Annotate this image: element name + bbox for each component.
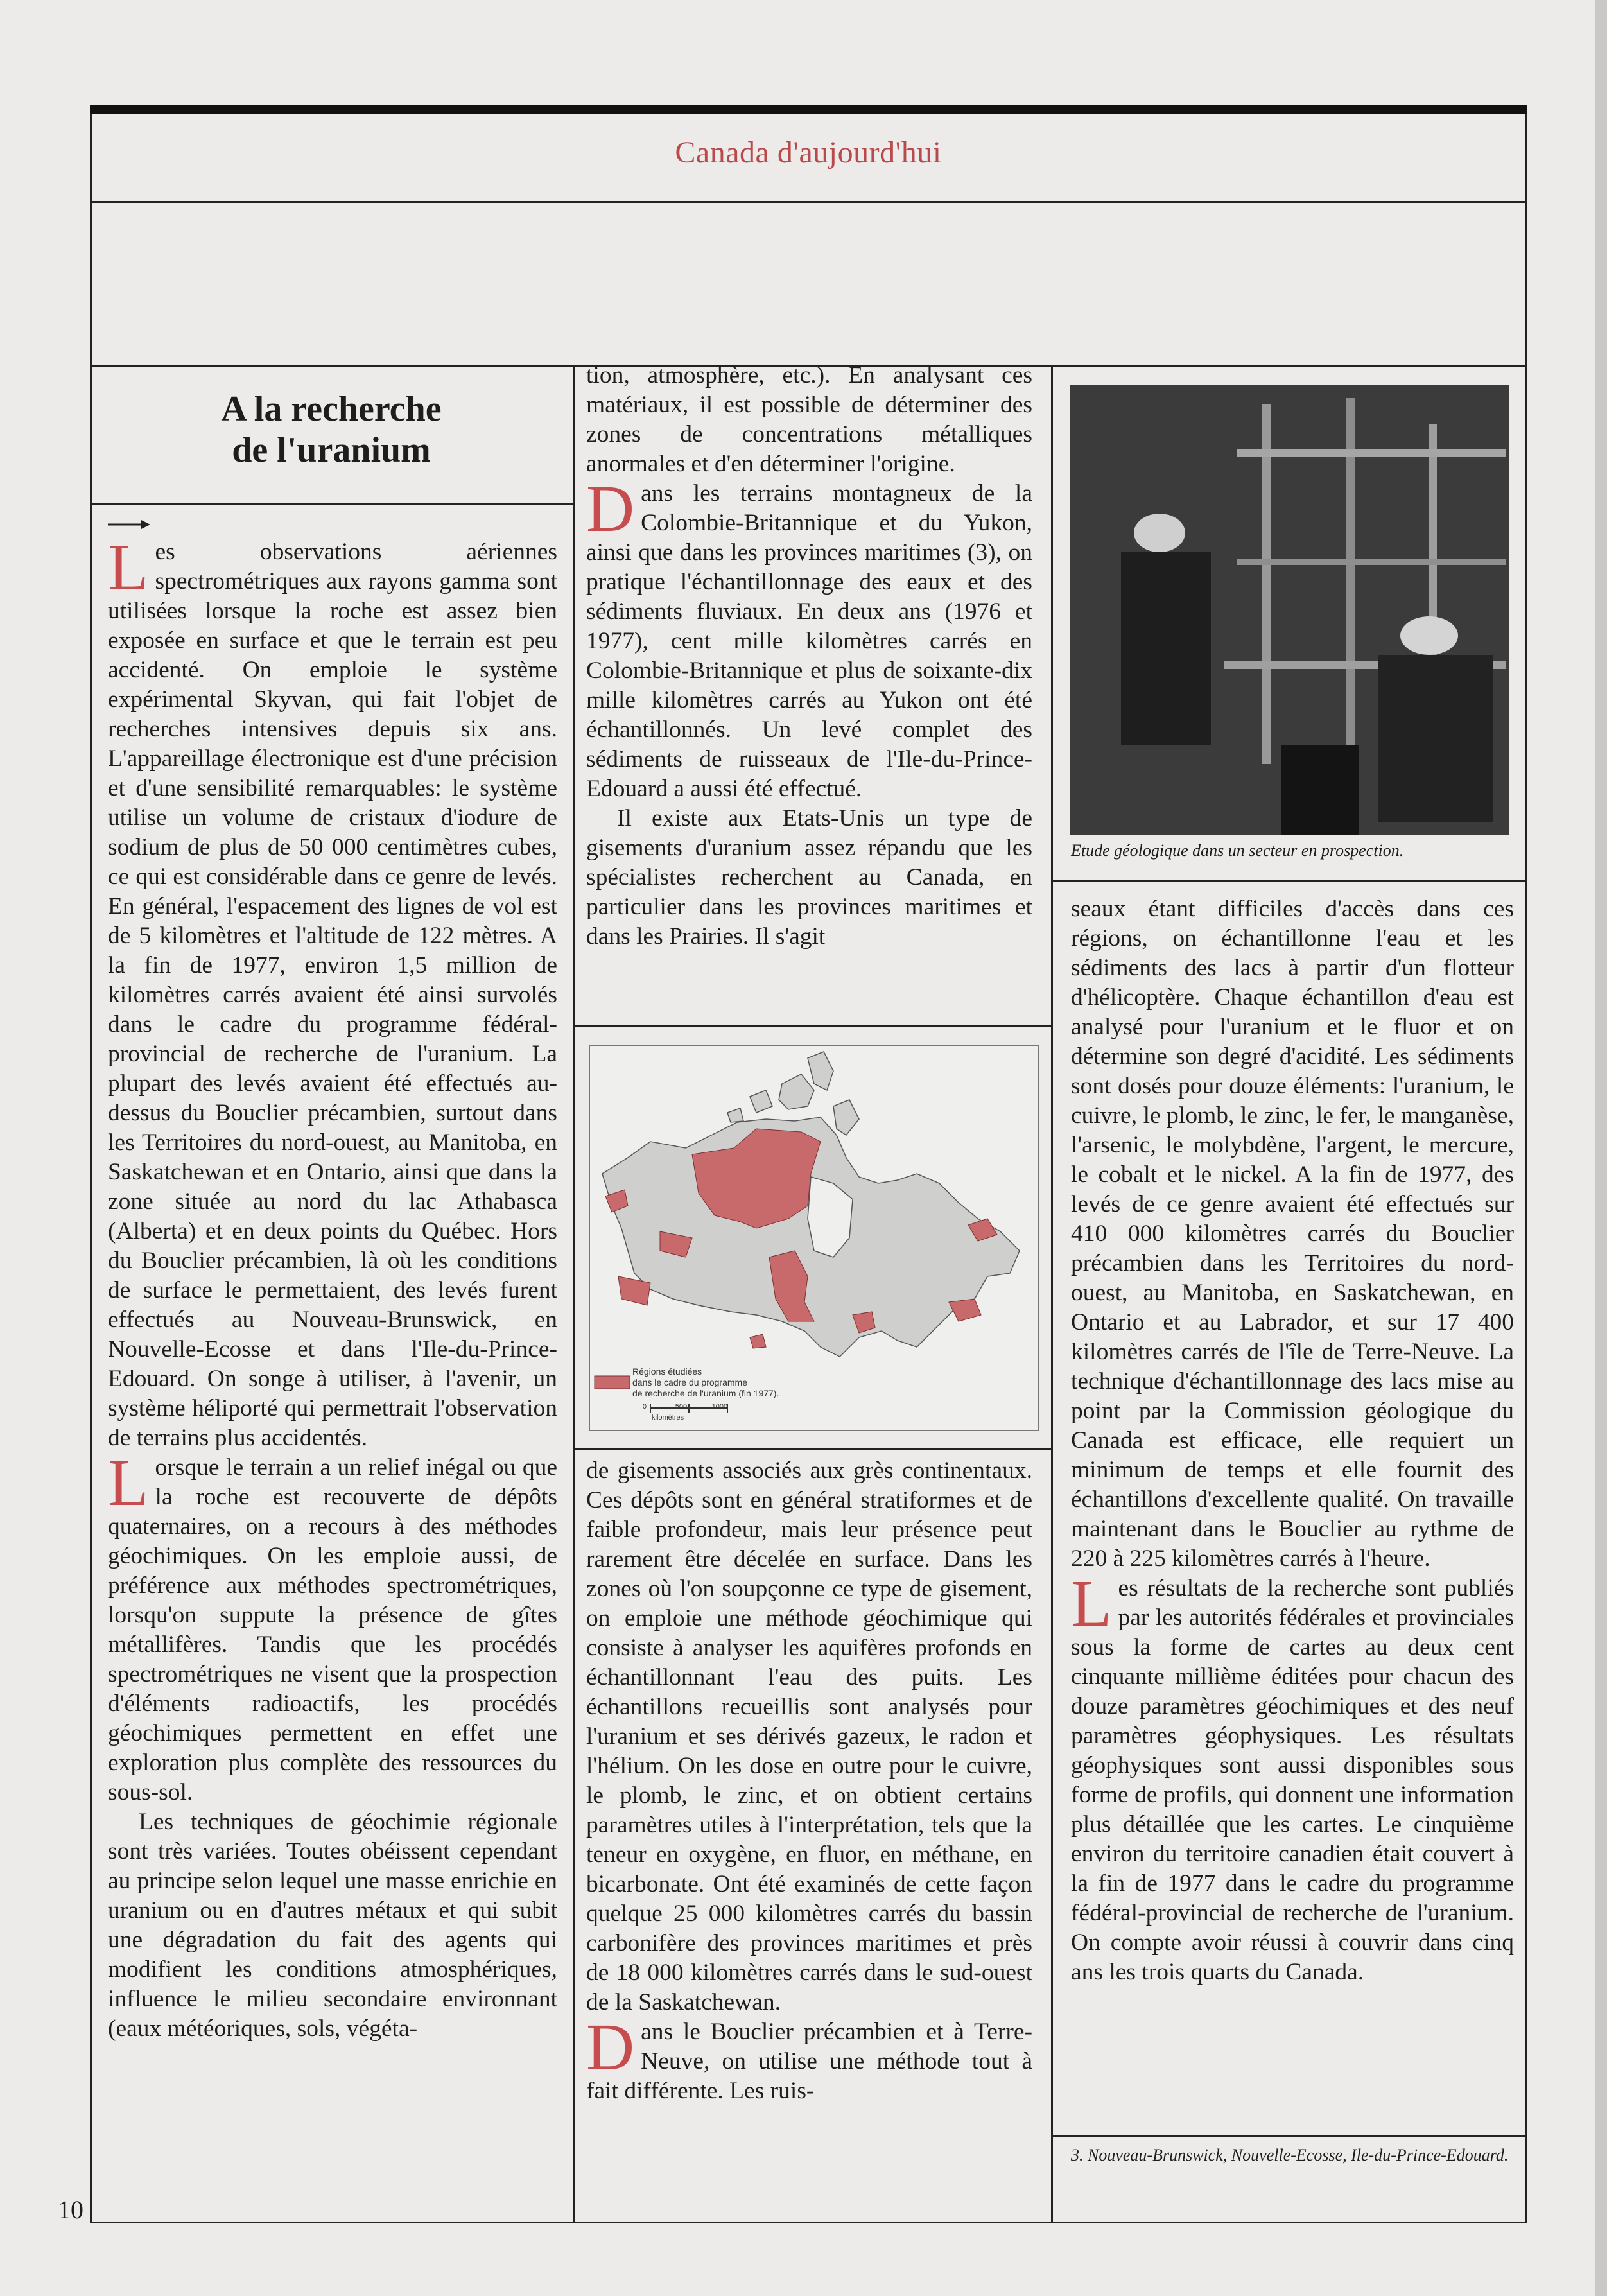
- header-underline: [90, 201, 1527, 203]
- photo-caption: Etude géologique dans un secteur en prospection.: [1071, 841, 1404, 860]
- scale-unit: kilomètres: [652, 1414, 684, 1422]
- drop-cap: D: [586, 2010, 635, 2084]
- paragraph: Les techniques de géochimie régionale sont très variées. Toutes obéissent cependant au principe selon lequel une masse enrichie en uranium ou en d'autres métaux et qui subit une dégradation du fait des agents qui modifient les conditions atmosphériques, influence le milieu secondaire environnant (eaux météoriques, sols, végéta-: [108, 1809, 557, 2042]
- paragraph: seaux étant difficiles d'accès dans ces régions, on échantillonne l'eau et les sédiments des lacs à partir d'un flotteur d'hélicoptère. Chaque échantillon d'eau est analysé pour l'uranium et le fluor et on détermine son degré d'acidité. Les sédiments sont dosés pour douze éléments: l'uranium, le cuivre, le plomb, le zinc, le fer, le manganèse, l'arsenic, le molybdène, l'argent, le mercure, le cobalt et le nickel. A la fin de 1977, des levés de ce genre avaient été effectués sur 410 000 kilomètres carrés du Bouclier précambien dans les Territoires du nord-ouest, au Manitoba, en Saskatchewan, en Ontario et au Labrador, et sur 17 400 kilomètres carrés de l'île de Terre-Neuve. La technique d'échantillonnage des lacs mise au point par la Commission géologique du Canada est efficace, elle requiert un minimum de temps et elle fournit des échantillons d'excellente qualité. On travaille maintenant dans le Bouclier au rythme de 220 à 225 kilomètres carrés à l'heure.: [1071, 896, 1514, 1572]
- frame-bottom: [90, 2222, 1527, 2223]
- footnote-rule: [1051, 2135, 1527, 2137]
- legend-line: de recherche de l'uranium (fin 1977).: [632, 1388, 779, 1398]
- drop-cap: L: [108, 530, 149, 604]
- scale-label: 0: [642, 1403, 647, 1411]
- paragraph: Les résultats de la recherche sont publiés par les autorités fédérales et provinciales sous la forme de cartes au deux cent cinquante millième éditées pour chacun des douze paramètres géochimiques et des neuf paramètres géophysiques. Les résultats géophysiques sont aussi disponibles sous forme de profils, qui donnent une information plus détaillée que les cartes. Le cinquième environ du territoire canadien était couvert à la fin de 1977 dans le cadre du programme fédéral-provincial de recherche de l'uranium. On compte avoir réussi à couvrir dans cinq ans les trois quarts du Canada.: [1071, 1567, 1514, 1985]
- column-2-bottom: [586, 1456, 1032, 2106]
- scale-labels: [613, 1402, 779, 1413]
- page-edge: [1595, 0, 1607, 2296]
- footnote: 3. Nouveau-Brunswick, Nouvelle-Ecosse, Ile-du-Prince-Edouard.: [1071, 2146, 1509, 2164]
- paragraph: Dans le Bouclier précambien et à Terre-Neuve, on utilise une méthode tout à fait différente. Les ruis-: [586, 2010, 1032, 2104]
- scale-label: 1000: [711, 1403, 728, 1411]
- title-box-bottom: [90, 503, 575, 505]
- paragraph: tion, atmosphère, etc.). En analysant ces matériaux, il est possible de déterminer des zones de concentrations métalliques anormales et d'en déterminer l'origine.: [586, 362, 1032, 477]
- col-divider-2: [1051, 365, 1053, 2223]
- drop-cap: D: [586, 472, 635, 546]
- column-1: [108, 530, 557, 2044]
- running-header: Canada d'aujourd'hui: [675, 135, 942, 170]
- article-title: A la recherche de l'uranium: [221, 389, 442, 470]
- legend-swatch: [595, 1376, 630, 1389]
- paragraph: Il existe aux Etats-Unis un type de gisements d'uranium assez répandu que les spécialistes recherchent au Canada, en particulier dans les provinces maritimes et dans les Prairies. Il s'agit: [586, 805, 1032, 950]
- drop-cap: L: [108, 1446, 149, 1520]
- photo-illustration: [1070, 385, 1509, 835]
- drop-cap: L: [1071, 1567, 1112, 1640]
- photo-box-bottom: [1051, 880, 1527, 882]
- map-box-top: [573, 1025, 1052, 1027]
- mine-photo: [1070, 385, 1509, 835]
- column-2-top: [586, 361, 1032, 952]
- col-divider-1: [573, 365, 575, 2223]
- paragraph: de gisements associés aux grès continentaux. Ces dépôts sont en général stratiformes et de faible profondeur, mais leur présence peut rarement être décelée en surface. Dans les zones où l'on soupçonne ce type de gisement, on emploie une méthode géochimique qui consiste à analyser les aquifères profonds en échantillonnant l'eau des puits. Les échantillons recueillis sont analysés pour l'uranium et ses dérivés gazeux, le radon et l'hélium. On les dose en outre pour le cuivre, le plomb, le zinc, et on obtient certains paramètres utiles à l'interprétation, tels que la teneur en oxygène, en fluor, en méthane, en bicarbonate. Ont été examinés de cette façon quelque 25 000 kilomètres carrés du bassin carbonifère des provinces maritimes et près de 18 000 kilomètres carrés dans le sud-ouest de la Saskatchewan.: [586, 1457, 1032, 2015]
- paragraph: Les observations aériennes spectrométriques aux rayons gamma sont utilisées lorsque la roche est assez bien exposée en surface et que le terrain est peu accidenté. On emploie le système expérimental Skyvan, qui fait l'objet de recherches intensives depuis six ans. L'appareillage électronique est d'une précision et d'une sensibilité remarquables: le système utilise un volume de cristaux d'iodure de sodium de plus de 50 000 centimètres cubes, ce qui est considérable dans ce genre de levés. En général, l'espacement des lignes de vol est de 5 kilomètres et l'altitude de 122 mètres. A la fin de 1977, environ 1,5 million de kilomètres carrés avaient été ainsi survolés dans le cadre du programme fédéral-provincial de recherche de l'uranium. La plupart des levés avaient été effectués au-dessus du Bouclier précambien, surtout dans les Territoires du nord-ouest, au Manitoba, en Saskatchewan et en Ontario, ainsi que dans la zone située au nord du lac Athabasca (Alberta) et en deux points du Québec. Hors du Bouclier précambien, là où les conditions de surface le permettaient, des levés furent effectués au Nouveau-Brunswick, en Nouvelle-Ecosse et dans l'Ile-du-Prince-Edouard. On songe à utiliser, à l'avenir, un système héliporté qui permettrait l'observation de terrains plus accidentés.: [108, 530, 557, 1451]
- paragraph: Lorsque le terrain a un relief inégal ou que la roche est recouverte de dépôts quaternaires, on a recours à des méthodes géochimiques. On les emploie aussi, de préférence aux méthodes spectrométriques, lorsqu'on suppute la présence de gîtes métallifères. Tandis que les procédés spectrométriques ne visent que la prospection d'éléments radioactifs, les procédés géochimiques permettent en effet une exploration plus complète des ressources du sous-sol.: [108, 1446, 557, 1805]
- legend-line: dans le cadre du programme: [632, 1377, 747, 1387]
- arrow-icon: [108, 518, 150, 531]
- paragraph: Dans les terrains montagneux de la Colombie-Britannique et du Yukon, ainsi que dans les provinces maritimes (3), on pratique l'échantillonnage des eaux et des sédiments fluviaux. En deux ans (1976 et 1977), cent mille kilomètres carrés en Colombie-Britannique et plus de soixante-dix mille kilomètres carrés au Yukon ont été échantillonnés. Un levé complet des sédiments de ruisseaux de l'Ile-du-Prince-Edouard a aussi été effectué.: [586, 472, 1032, 802]
- map-box-bottom: [573, 1448, 1052, 1450]
- top-rule: [90, 105, 1527, 114]
- column-3: [1071, 894, 1514, 1987]
- frame-right: [1525, 114, 1527, 2223]
- page-number: 10: [58, 2195, 83, 2224]
- map-legend: [632, 1366, 779, 1423]
- legend-title: Régions étudiées: [632, 1366, 702, 1377]
- scale-label: 500: [675, 1403, 688, 1411]
